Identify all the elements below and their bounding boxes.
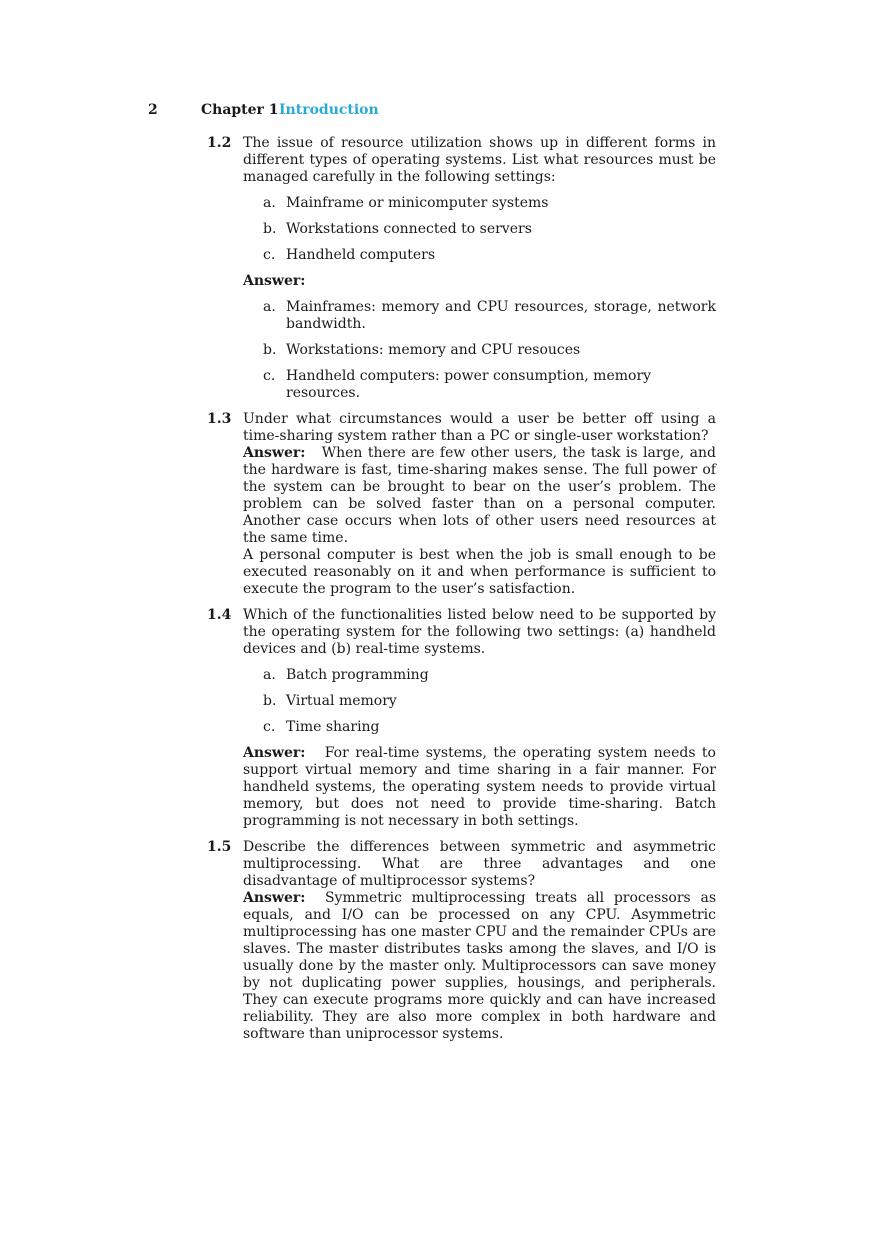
list-marker: c. [263, 719, 276, 735]
exercise-question: The issue of resource utilization shows up in different forms in different types of operating systems. List what resources must be managed carefully in the following settings: [243, 135, 716, 185]
answer-label: Answer: [243, 745, 306, 761]
list-item-text: Mainframes: memory and CPU resources, storage, network bandwidth. [286, 299, 716, 332]
answer-text-continued: A personal computer is best when the job is small enough to be executed reasonably on it and when performance is sufficient to execute the program to the user’s satisfaction. [243, 547, 716, 597]
exercise-answer [243, 745, 716, 830]
exercise-question: Which of the functionalities listed below need to be supported by the operating system for the following two settings: (a) handheld devices and (b) real-time systems. [243, 607, 716, 657]
list-item [243, 221, 716, 238]
exercise-number: 1.2 [207, 135, 232, 151]
answer-text: For real-time systems, the operating system needs to support virtual memory and time sharing in a fair manner. For handheld systems, the operating system needs to provide virtual memory, but does not need to provide time-sharing. Batch programming is not necessary in both settings. [243, 745, 716, 829]
exercise-answer [243, 890, 716, 1043]
chapter-label: Chapter 1 [201, 102, 279, 118]
answer-label: Answer: [243, 273, 306, 289]
exercise-question: Under what circumstances would a user be better off using a time-sharing system rather than a PC or single-user workstation? [243, 411, 716, 444]
list-item [243, 667, 716, 684]
exercise-1-3 [207, 411, 716, 598]
answer-label: Answer: [243, 890, 306, 906]
list-item-text: Handheld computers: power consumption, memory resources. [286, 368, 652, 401]
list-marker: a. [263, 299, 276, 315]
list-item [243, 299, 716, 333]
list-item-text: Workstations connected to servers [286, 221, 532, 237]
list-item-text: Virtual memory [286, 693, 397, 709]
question-list [243, 195, 716, 264]
list-item [243, 693, 716, 710]
chapter-title: Introduction [279, 102, 379, 118]
exercise-answer [243, 445, 716, 547]
list-marker: a. [263, 667, 276, 683]
exercise-1-2 [207, 135, 716, 402]
list-item [243, 719, 716, 736]
answer-text: Symmetric multiprocessing treats all processors as equals, and I/O can be processed on any CPU. Asymmetric multiprocessing has one master CPU and the remainder CPUs are slaves. The master distributes tasks among the slaves, and I/O is usually done by the master only. Multiprocessors can save money by not duplicating power supplies, housings, and peripherals. They can execute programs more quickly and can have increased reliability. They are also more complex in both hardware and software than uniprocessor systems. [243, 890, 717, 1042]
answer-list [243, 299, 716, 402]
exercise-list [207, 135, 717, 1052]
list-marker: b. [263, 693, 277, 709]
exercise-question: Describe the differences between symmetric and asymmetric multiprocessing. What are three advantages and one disadvantage of multiprocessor systems? [243, 839, 716, 889]
exercise-number: 1.4 [207, 607, 232, 623]
list-marker: c. [263, 368, 276, 384]
question-list [243, 667, 716, 736]
exercise-number: 1.3 [207, 411, 232, 427]
list-item-text: Handheld computers [286, 247, 436, 263]
exercise-number: 1.5 [207, 839, 232, 855]
answer-text: When there are few other users, the task is large, and the hardware is fast, time-sharing makes sense. The full power of the system can be brought to bear on the user’s problem. The problem can be solved faster than on a personal computer. Another case occurs when lots of other users need resources at the same time. [243, 445, 716, 546]
page-number: 2 [148, 102, 158, 118]
list-item [243, 195, 716, 212]
answer-label: Answer: [243, 445, 306, 461]
list-marker: c. [263, 247, 276, 263]
list-item [243, 247, 716, 264]
list-item-text: Workstations: memory and CPU resouces [286, 342, 581, 358]
list-marker: b. [263, 221, 277, 237]
exercise-1-5 [207, 839, 717, 1043]
list-item-text: Time sharing [286, 719, 380, 735]
list-marker: a. [263, 195, 276, 211]
list-item-text: Mainframe or minicomputer systems [286, 195, 549, 211]
list-marker: b. [263, 342, 277, 358]
list-item [243, 342, 716, 359]
list-item [243, 368, 716, 402]
list-item-text: Batch programming [286, 667, 429, 683]
exercise-1-4 [207, 607, 716, 830]
